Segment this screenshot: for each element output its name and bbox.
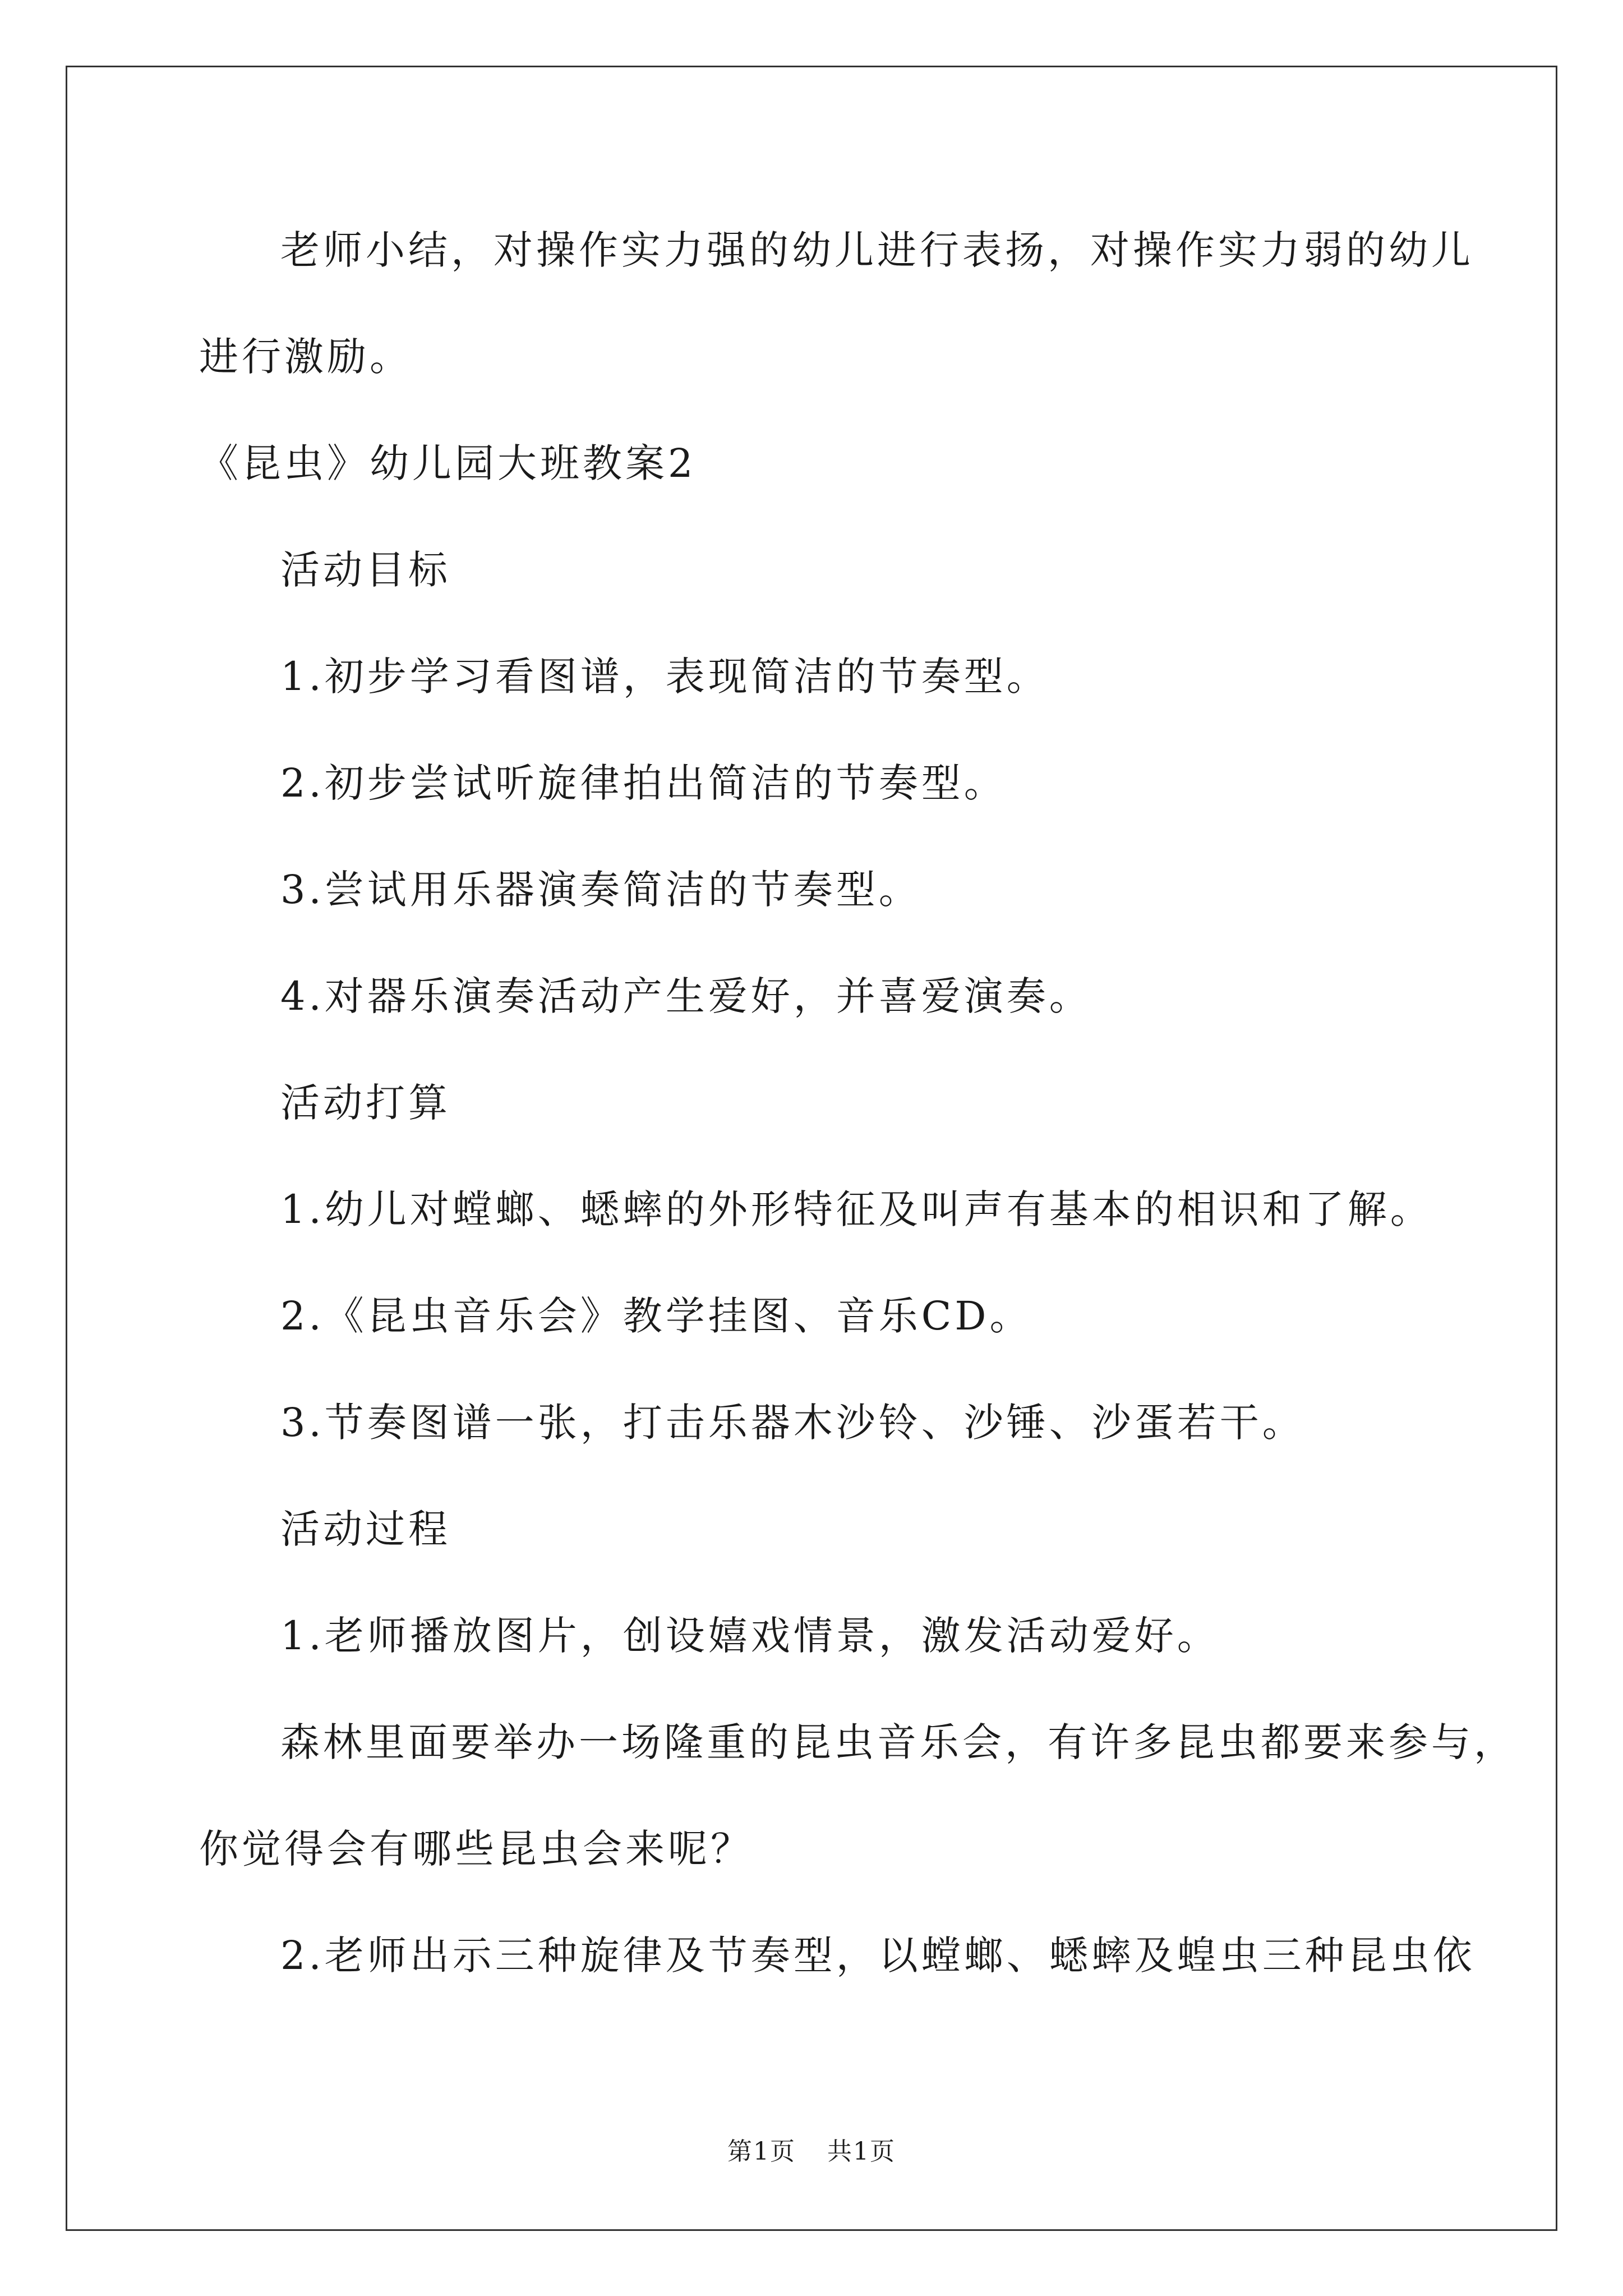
page-frame [66, 66, 1557, 2231]
paragraph-summary-line-2: 进行激励。 [199, 334, 412, 380]
process-item-2: 2.老师出示三种旋律及节奏型，以螳螂、蟋蟀及蝗虫三种昆虫依 [280, 1932, 1476, 1978]
paragraph-summary-line-1: 老师小结，对操作实力强的幼儿进行表扬，对操作实力弱的幼儿 [280, 227, 1474, 273]
goal-item-3: 3.尝试用乐器演奏简洁的节奏型。 [280, 867, 921, 913]
heading-activity-process: 活动过程 [280, 1506, 451, 1552]
preparation-item-1: 1.幼儿对螳螂、蟋蟀的外形特征及叫声有基本的相识和了解。 [280, 1186, 1433, 1232]
goal-item-1: 1.初步学习看图谱，表现简洁的节奏型。 [280, 654, 1049, 700]
goal-item-2: 2.初步尝试听旋律拍出简洁的节奏型。 [280, 760, 1007, 806]
section-title: 《昆虫》幼儿园大班教案2 [199, 440, 697, 486]
page-number: 第1页 [727, 2137, 796, 2166]
preparation-item-2: 2.《昆虫音乐会》教学挂图、音乐CD。 [280, 1293, 1032, 1339]
goal-item-4: 4.对器乐演奏活动产生爱好，并喜爱演奏。 [280, 973, 1092, 1019]
process-paragraph-line-2: 你觉得会有哪些昆虫会来呢？ [199, 1826, 753, 1872]
process-item-1: 1.老师播放图片，创设嬉戏情景，激发活动爱好。 [280, 1613, 1220, 1659]
page-total: 共1页 [827, 2137, 896, 2166]
preparation-item-3: 3.节奏图谱一张，打击乐器木沙铃、沙锤、沙蛋若干。 [280, 1400, 1305, 1446]
page-footer [0, 2136, 1623, 2168]
heading-activity-goals: 活动目标 [280, 547, 451, 593]
process-paragraph-line-1: 森林里面要举办一场隆重的昆虫音乐会，有许多昆虫都要来参与， [280, 1719, 1516, 1765]
heading-activity-preparation: 活动打算 [280, 1080, 451, 1126]
